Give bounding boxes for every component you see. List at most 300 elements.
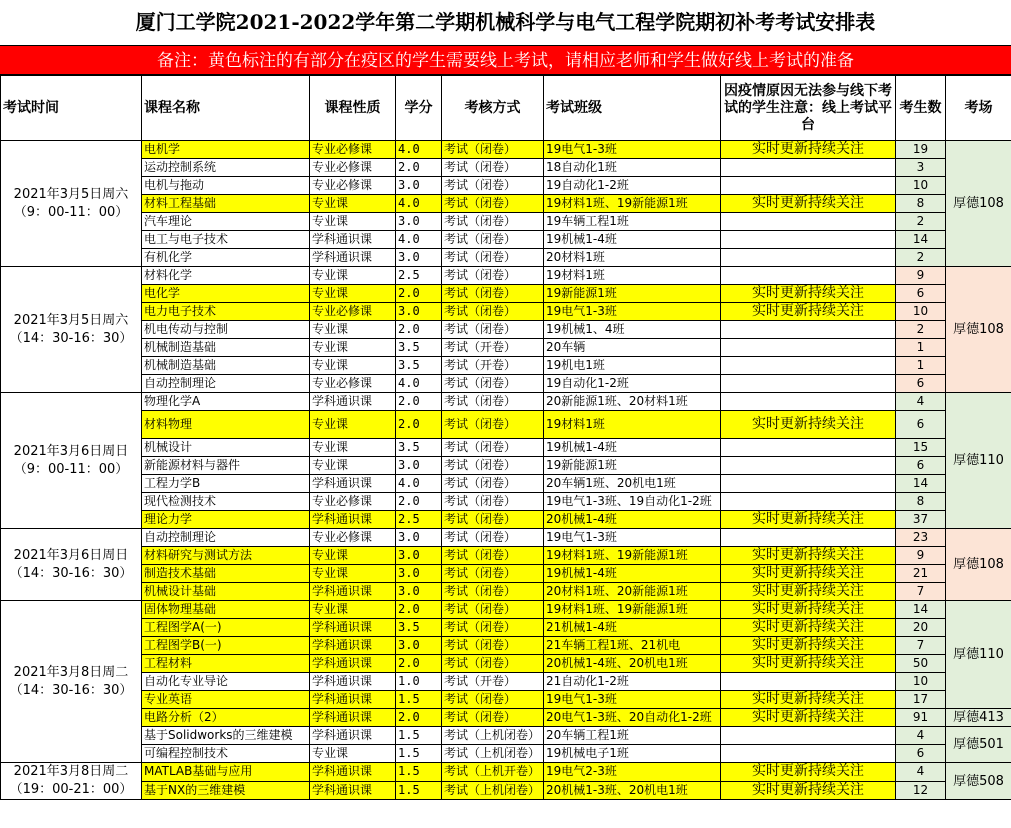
online-note-cell [721,493,896,511]
online-note-cell [721,375,896,393]
student-count-cell: 4 [896,727,946,745]
exam-method-cell: 考试（闭卷） [442,249,544,267]
course-name-cell: 电力电子技术 [142,303,310,321]
credit-cell: 1.0 [396,673,442,691]
course-nature-cell: 专业课 [310,439,396,457]
course-name-cell: 机电传动与控制 [142,321,310,339]
student-count-cell: 15 [896,439,946,457]
table-row [1,745,1011,763]
online-note-cell: 实时更新持续关注 [721,781,896,800]
exam-room-cell: 厚德108 [946,529,1011,601]
course-name-cell: 工程图学B(一) [142,637,310,655]
exam-class-cell: 19材料1班、19新能源1班 [544,601,721,619]
exam-method-cell: 考试（闭卷） [442,457,544,475]
student-count-cell: 1 [896,339,946,357]
exam-class-cell: 19电气1-3班 [544,529,721,547]
exam-method-cell: 考试（开卷） [442,339,544,357]
student-count-cell: 6 [896,285,946,303]
credit-cell: 3.0 [396,457,442,475]
table-row [1,763,1011,782]
table-row [1,475,1011,493]
course-name-cell: 机械制造基础 [142,339,310,357]
online-note-cell: 实时更新持续关注 [721,411,896,439]
online-note-cell [721,439,896,457]
course-name-cell: 电机与拖动 [142,177,310,195]
header-course: 课程名称 [142,76,310,141]
exam-method-cell: 考试（闭卷） [442,493,544,511]
table-row [1,141,1011,159]
online-note-cell: 实时更新持续关注 [721,709,896,727]
credit-cell: 1.5 [396,763,442,782]
exam-time-cell: 2021年3月8日周二（14：30-16：30） [1,601,142,763]
course-name-cell: 固体物理基础 [142,601,310,619]
table-row [1,411,1011,439]
exam-class-cell: 19电气1-3班 [544,303,721,321]
online-note-cell [721,727,896,745]
online-note-cell: 实时更新持续关注 [721,511,896,529]
online-note-cell [721,457,896,475]
online-note-cell [721,673,896,691]
course-name-cell: 机械制造基础 [142,357,310,375]
course-name-cell: 材料化学 [142,267,310,285]
course-nature-cell: 专业课 [310,547,396,565]
online-note-cell [721,249,896,267]
table-row [1,457,1011,475]
exam-method-cell: 考试（闭卷） [442,619,544,637]
course-nature-cell: 学科通识课 [310,781,396,800]
course-nature-cell: 专业必修课 [310,177,396,195]
exam-class-cell: 19自动化1-2班 [544,177,721,195]
course-name-cell: 自动控制理论 [142,529,310,547]
exam-class-cell: 20新能源1班、20材料1班 [544,393,721,411]
table-row [1,375,1011,393]
exam-method-cell: 考试（闭卷） [442,213,544,231]
student-count-cell: 20 [896,619,946,637]
credit-cell: 3.0 [396,547,442,565]
course-name-cell: 理论力学 [142,511,310,529]
course-name-cell: 工程力学B [142,475,310,493]
online-note-cell: 实时更新持续关注 [721,763,896,782]
exam-class-cell: 19电气2-3班 [544,763,721,782]
credit-cell: 3.5 [396,439,442,457]
course-name-cell: 材料研究与测试方法 [142,547,310,565]
table-row [1,177,1011,195]
credit-cell: 2.0 [396,321,442,339]
credit-cell: 3.0 [396,565,442,583]
exam-method-cell: 考试（闭卷） [442,511,544,529]
exam-time-cell: 2021年3月5日周六（9：00-11：00） [1,141,142,267]
course-nature-cell: 学科通识课 [310,475,396,493]
student-count-cell: 2 [896,249,946,267]
notice-banner: 备注：黄色标注的有部分在疫区的学生需要线上考试，请相应老师和学生做好线上考试的准备 [0,45,1011,75]
course-name-cell: 基于Solidworks的三维建模 [142,727,310,745]
credit-cell: 2.0 [396,411,442,439]
exam-method-cell: 考试（闭卷） [442,195,544,213]
online-note-cell [721,159,896,177]
course-nature-cell: 学科通识课 [310,727,396,745]
exam-class-cell: 20车辆1班、20机电1班 [544,475,721,493]
student-count-cell: 4 [896,393,946,411]
header-room: 考场 [946,76,1011,141]
credit-cell: 1.5 [396,727,442,745]
header-nature: 课程性质 [310,76,396,141]
student-count-cell: 7 [896,583,946,601]
exam-room-cell: 厚德501 [946,727,1011,763]
exam-method-cell: 考试（上机闭卷） [442,745,544,763]
course-nature-cell: 学科通识课 [310,249,396,267]
exam-class-cell: 19材料1班 [544,411,721,439]
table-row [1,709,1011,727]
course-name-cell: 材料工程基础 [142,195,310,213]
course-nature-cell: 学科通识课 [310,709,396,727]
exam-method-cell: 考试（闭卷） [442,565,544,583]
header-row [1,76,1011,141]
exam-room-cell: 厚德110 [946,393,1011,529]
exam-method-cell: 考试（闭卷） [442,231,544,249]
course-nature-cell: 专业课 [310,285,396,303]
online-note-cell [721,213,896,231]
online-note-cell [721,745,896,763]
student-count-cell: 2 [896,321,946,339]
credit-cell: 2.0 [396,285,442,303]
course-nature-cell: 专业课 [310,745,396,763]
table-row [1,511,1011,529]
credit-cell: 3.5 [396,357,442,375]
student-count-cell: 1 [896,357,946,375]
student-count-cell: 17 [896,691,946,709]
exam-class-cell: 20车辆工程1班 [544,727,721,745]
exam-time-cell: 2021年3月6日周日（9：00-11：00） [1,393,142,529]
table-row [1,619,1011,637]
table-row [1,231,1011,249]
credit-cell: 3.0 [396,637,442,655]
credit-cell: 1.5 [396,745,442,763]
exam-time-cell: 2021年3月8日周二（19：00-21：00） [1,763,142,800]
exam-method-cell: 考试（闭卷） [442,655,544,673]
student-count-cell: 12 [896,781,946,800]
student-count-cell: 37 [896,511,946,529]
table-row [1,439,1011,457]
table-row [1,303,1011,321]
course-name-cell: 工程图学A(一) [142,619,310,637]
course-nature-cell: 专业课 [310,267,396,285]
student-count-cell: 4 [896,763,946,782]
course-name-cell: 现代检测技术 [142,493,310,511]
course-name-cell: 汽车理论 [142,213,310,231]
student-count-cell: 23 [896,529,946,547]
credit-cell: 3.0 [396,249,442,267]
credit-cell: 4.0 [396,475,442,493]
student-count-cell: 6 [896,411,946,439]
credit-cell: 3.0 [396,177,442,195]
student-count-cell: 50 [896,655,946,673]
exam-class-cell: 20电气1-3班、20自动化1-2班 [544,709,721,727]
exam-class-cell: 19机械1-4班 [544,439,721,457]
exam-room-cell: 厚德108 [946,267,1011,393]
online-note-cell: 实时更新持续关注 [721,195,896,213]
exam-method-cell: 考试（闭卷） [442,285,544,303]
credit-cell: 1.5 [396,691,442,709]
page-title: 厦门工学院2021-2022学年第二学期机械科学与电气工程学院期初补考考试安排表 [135,10,876,34]
table-row [1,529,1011,547]
online-note-cell: 实时更新持续关注 [721,303,896,321]
table-row [1,691,1011,709]
table-row [1,213,1011,231]
exam-class-cell: 19机电1班 [544,357,721,375]
exam-method-cell: 考试（闭卷） [442,321,544,339]
online-note-cell [721,339,896,357]
exam-method-cell: 考试（闭卷） [442,439,544,457]
course-nature-cell: 学科通识课 [310,673,396,691]
exam-class-cell: 19机械电子1班 [544,745,721,763]
exam-class-cell: 21车辆工程1班、21机电 [544,637,721,655]
exam-method-cell: 考试（闭卷） [442,375,544,393]
credit-cell: 4.0 [396,375,442,393]
header-count: 考生数 [896,76,946,141]
exam-method-cell: 考试（开卷） [442,357,544,375]
exam-method-cell: 考试（闭卷） [442,141,544,159]
course-nature-cell: 学科通识课 [310,619,396,637]
course-name-cell: 机械设计 [142,439,310,457]
credit-cell: 3.0 [396,583,442,601]
exam-method-cell: 考试（闭卷） [442,691,544,709]
exam-method-cell: 考试（上机开卷） [442,763,544,782]
exam-class-cell: 19电气1-3班、19自动化1-2班 [544,493,721,511]
credit-cell: 2.0 [396,709,442,727]
exam-class-cell: 20机械1-3班、20机电1班 [544,781,721,800]
exam-method-cell: 考试（开卷） [442,673,544,691]
online-note-cell [721,357,896,375]
exam-method-cell: 考试（闭卷） [442,637,544,655]
course-nature-cell: 学科通识课 [310,511,396,529]
table-body [1,141,1011,800]
header-class: 考试班级 [544,76,721,141]
exam-class-cell: 19机械1、4班 [544,321,721,339]
student-count-cell: 6 [896,375,946,393]
table-row [1,583,1011,601]
course-nature-cell: 专业必修课 [310,493,396,511]
online-note-cell [721,475,896,493]
exam-method-cell: 考试（上机闭卷） [442,781,544,800]
course-nature-cell: 专业课 [310,411,396,439]
exam-method-cell: 考试（闭卷） [442,547,544,565]
course-nature-cell: 学科通识课 [310,231,396,249]
header-note: 因疫情原因无法参与线下考试的学生注意：线上考试平台 [721,76,896,141]
student-count-cell: 7 [896,637,946,655]
course-nature-cell: 学科通识课 [310,393,396,411]
online-note-cell: 实时更新持续关注 [721,547,896,565]
exam-class-cell: 19材料1班、19新能源1班 [544,547,721,565]
exam-method-cell: 考试（闭卷） [442,475,544,493]
table-row [1,249,1011,267]
exam-method-cell: 考试（闭卷） [442,267,544,285]
exam-room-cell: 厚德413 [946,709,1011,727]
student-count-cell: 10 [896,673,946,691]
credit-cell: 2.5 [396,267,442,285]
table-row [1,159,1011,177]
exam-class-cell: 19新能源1班 [544,285,721,303]
table-row [1,637,1011,655]
exam-method-cell: 考试（闭卷） [442,411,544,439]
course-nature-cell: 专业课 [310,213,396,231]
exam-method-cell: 考试（闭卷） [442,177,544,195]
exam-class-cell: 19材料1班、19新能源1班 [544,195,721,213]
table-row [1,547,1011,565]
online-note-cell: 实时更新持续关注 [721,655,896,673]
course-nature-cell: 学科通识课 [310,691,396,709]
course-nature-cell: 专业必修课 [310,375,396,393]
course-nature-cell: 学科通识课 [310,763,396,782]
online-note-cell: 实时更新持续关注 [721,601,896,619]
course-name-cell: 制造技术基础 [142,565,310,583]
table-row [1,601,1011,619]
student-count-cell: 3 [896,159,946,177]
table-row [1,393,1011,411]
course-name-cell: 可编程控制技术 [142,745,310,763]
table-row [1,493,1011,511]
course-name-cell: 自动化专业导论 [142,673,310,691]
student-count-cell: 8 [896,493,946,511]
student-count-cell: 6 [896,457,946,475]
course-nature-cell: 专业必修课 [310,141,396,159]
course-nature-cell: 专业课 [310,457,396,475]
course-nature-cell: 专业课 [310,565,396,583]
student-count-cell: 10 [896,303,946,321]
exam-class-cell: 18自动化1班 [544,159,721,177]
exam-class-cell: 19电气1-3班 [544,141,721,159]
exam-class-cell: 21机械1-4班 [544,619,721,637]
course-nature-cell: 专业必修课 [310,529,396,547]
course-name-cell: 基于NX的三维建模 [142,781,310,800]
course-name-cell: 电路分析（2） [142,709,310,727]
exam-class-cell: 20材料1班 [544,249,721,267]
course-name-cell: 专业英语 [142,691,310,709]
exam-class-cell: 19新能源1班 [544,457,721,475]
credit-cell: 2.0 [396,601,442,619]
exam-class-cell: 19车辆工程1班 [544,213,721,231]
online-note-cell: 实时更新持续关注 [721,583,896,601]
credit-cell: 4.0 [396,141,442,159]
table-row [1,339,1011,357]
online-note-cell [721,393,896,411]
exam-schedule-table [0,75,1011,800]
exam-method-cell: 考试（上机闭卷） [442,727,544,745]
exam-class-cell: 19自动化1-2班 [544,375,721,393]
credit-cell: 2.0 [396,493,442,511]
exam-class-cell: 19电气1-3班 [544,691,721,709]
header-method: 考核方式 [442,76,544,141]
online-note-cell: 实时更新持续关注 [721,619,896,637]
course-nature-cell: 专业必修课 [310,303,396,321]
exam-method-cell: 考试（闭卷） [442,583,544,601]
credit-cell: 3.0 [396,303,442,321]
online-note-cell: 实时更新持续关注 [721,285,896,303]
course-name-cell: MATLAB基础与应用 [142,763,310,782]
credit-cell: 3.0 [396,213,442,231]
table-row [1,285,1011,303]
exam-class-cell: 20机械1-4班、20机电1班 [544,655,721,673]
header-credit: 学分 [396,76,442,141]
student-count-cell: 21 [896,565,946,583]
course-nature-cell: 学科通识课 [310,637,396,655]
credit-cell: 1.5 [396,781,442,800]
exam-class-cell: 19材料1班 [544,267,721,285]
student-count-cell: 91 [896,709,946,727]
exam-class-cell: 19机械1-4班 [544,231,721,249]
exam-room-cell: 厚德108 [946,141,1011,267]
exam-method-cell: 考试（闭卷） [442,601,544,619]
course-nature-cell: 专业课 [310,195,396,213]
exam-method-cell: 考试（闭卷） [442,159,544,177]
table-row [1,357,1011,375]
exam-class-cell: 20材料1班、20新能源1班 [544,583,721,601]
exam-room-cell: 厚德110 [946,601,1011,709]
online-note-cell: 实时更新持续关注 [721,565,896,583]
table-row [1,655,1011,673]
credit-cell: 2.0 [396,159,442,177]
table-row [1,727,1011,745]
course-nature-cell: 学科通识课 [310,655,396,673]
student-count-cell: 6 [896,745,946,763]
credit-cell: 4.0 [396,195,442,213]
course-name-cell: 有机化学 [142,249,310,267]
online-note-cell: 实时更新持续关注 [721,691,896,709]
credit-cell: 4.0 [396,231,442,249]
student-count-cell: 8 [896,195,946,213]
online-note-cell [721,231,896,249]
credit-cell: 2.5 [396,511,442,529]
student-count-cell: 9 [896,267,946,285]
online-note-cell: 实时更新持续关注 [721,141,896,159]
credit-cell: 2.0 [396,655,442,673]
exam-class-cell: 20车辆 [544,339,721,357]
course-nature-cell: 专业必修课 [310,159,396,177]
course-name-cell: 运动控制系统 [142,159,310,177]
course-name-cell: 电机学 [142,141,310,159]
course-nature-cell: 专业课 [310,601,396,619]
exam-room-cell: 厚德508 [946,763,1011,800]
exam-time-cell: 2021年3月5日周六（14：30-16：30） [1,267,142,393]
exam-method-cell: 考试（闭卷） [442,529,544,547]
online-note-cell: 实时更新持续关注 [721,637,896,655]
course-nature-cell: 专业课 [310,321,396,339]
online-note-cell [721,267,896,285]
exam-class-cell: 20机械1-4班 [544,511,721,529]
table-row [1,195,1011,213]
exam-class-cell: 19机械1-4班 [544,565,721,583]
exam-time-cell: 2021年3月6日周日（14：30-16：30） [1,529,142,601]
course-name-cell: 工程材料 [142,655,310,673]
student-count-cell: 10 [896,177,946,195]
course-name-cell: 新能源材料与器件 [142,457,310,475]
exam-method-cell: 考试（闭卷） [442,709,544,727]
student-count-cell: 14 [896,601,946,619]
student-count-cell: 14 [896,231,946,249]
student-count-cell: 19 [896,141,946,159]
course-name-cell: 机械设计基础 [142,583,310,601]
credit-cell: 3.0 [396,529,442,547]
table-row [1,673,1011,691]
table-row [1,267,1011,285]
exam-class-cell: 21自动化1-2班 [544,673,721,691]
online-note-cell [721,177,896,195]
course-nature-cell: 专业课 [310,339,396,357]
student-count-cell: 2 [896,213,946,231]
online-note-cell [721,321,896,339]
table-row [1,321,1011,339]
course-name-cell: 电工与电子技术 [142,231,310,249]
course-nature-cell: 学科通识课 [310,583,396,601]
